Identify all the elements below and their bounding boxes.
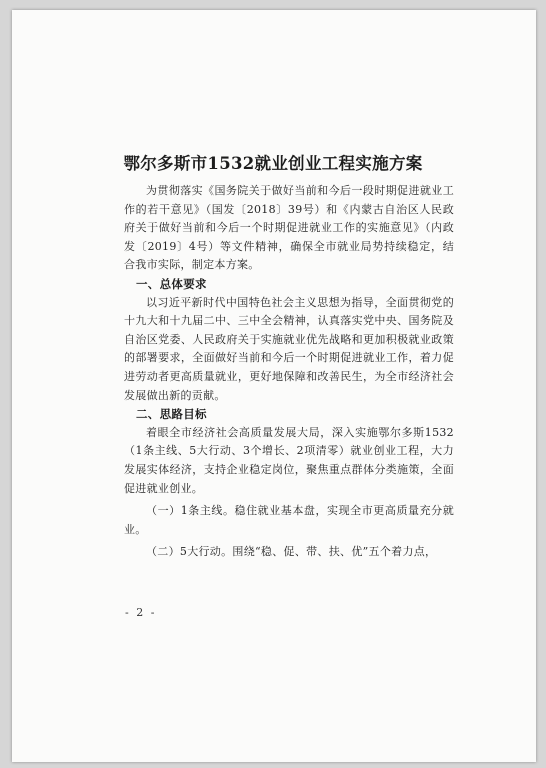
list-item-label: （二）5大行动。 (146, 545, 233, 559)
section-paragraph: 着眼全市经济社会高质量发展大局，深入实施鄂尔多斯1532（1条主线、5大行动、3个增长、2项清零）就业创业工程，大力发展实体经济，支持企业稳定岗位，聚焦重点群体分类施策，全面促进就业创业。 (124, 425, 454, 495)
section-paragraph: 以习近平新时代中国特色社会主义思想为指导，全面贯彻党的十九大和十九届二中、三中全会精神，认真落实党中央、国务院及自治区党委、人民政府关于实施就业优先战略和更加积极就业政策的部署要求，全面做好当前和今后一个时期促进就业工作，着力促进劳动者更高质量就业，更好地保障和改善民生，为全市经济社会发展做出新的贡献。 (124, 295, 454, 402)
list-item-label: （一）1条主线。 (146, 504, 235, 518)
section-heading: 一、总体要求 (136, 276, 207, 291)
document-body (124, 182, 454, 562)
section-heading: 二、思路目标 (136, 407, 207, 422)
page-title: 鄂尔多斯市1532就业创业工程实施方案 (123, 154, 423, 173)
intro-paragraph: 为贯彻落实《国务院关于做好当前和今后一段时期促进就业工作的若干意见》（国发〔2018〕39号）和《内蒙古自治区人民政府关于做好当前和今后一个时期促进就业工作的实施意见》（内政发〔2019〕4号）等文件精神，确保全市就业局势持续稳定，结合我市实际，制定本方案。 (124, 184, 454, 272)
list-item (124, 543, 454, 562)
list-item (124, 502, 454, 539)
list-item-text: 围绕“稳、促、带、扶、优”五个着力点， (232, 545, 437, 559)
page-number: - 2 - (125, 606, 157, 619)
list-item-text: 稳住就业基本盘，实现全市更高质量充分就业。 (124, 504, 455, 536)
